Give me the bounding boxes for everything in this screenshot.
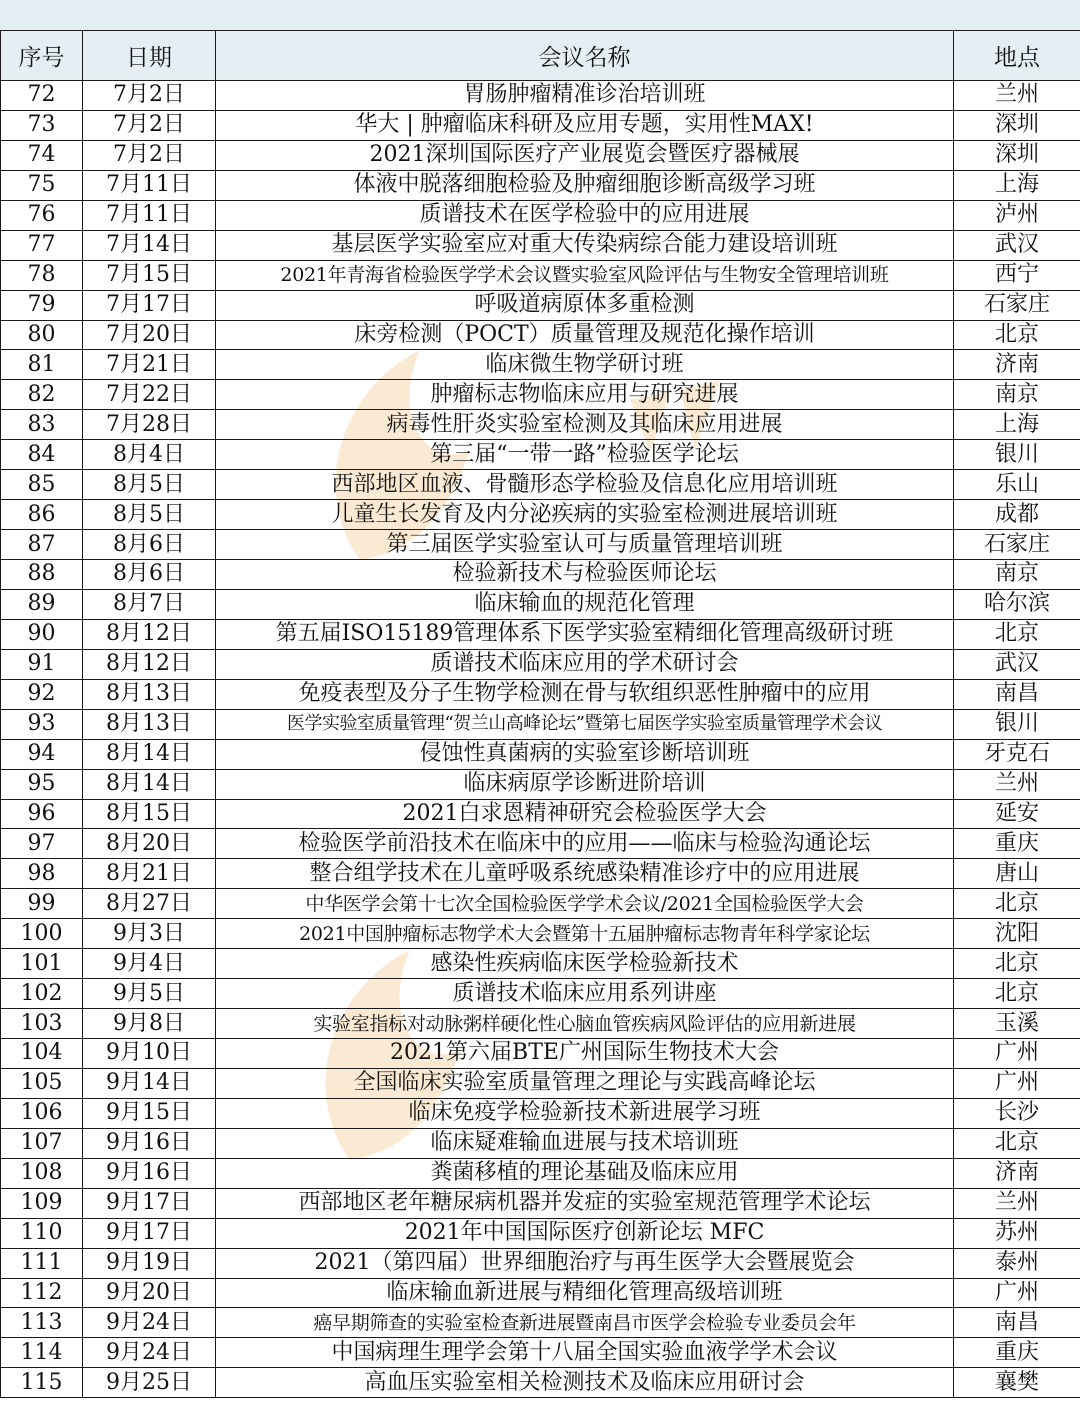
cell-name: 免疫表型及分子生物学检测在骨与软组织恶性肿瘤中的应用 (216, 679, 954, 709)
cell-index: 114 (1, 1338, 83, 1368)
cell-location: 广州 (954, 1278, 1080, 1308)
cell-location: 北京 (954, 949, 1080, 979)
cell-name: 病毒性肝炎实验室检测及其临床应用进展 (216, 410, 954, 440)
header-date: 日期 (83, 31, 216, 81)
table-row (1, 679, 1080, 709)
cell-date: 9月15日 (83, 1098, 216, 1128)
cell-index: 77 (1, 230, 83, 260)
cell-date: 7月15日 (83, 260, 216, 290)
table-row (1, 829, 1080, 859)
cell-name: 中国病理生理学会第十八届全国实验血液学学术会议 (216, 1338, 954, 1368)
cell-name: 床旁检测（POCT）质量管理及规范化操作培训 (216, 320, 954, 350)
cell-date: 8月12日 (83, 649, 216, 679)
cell-name: 2021年中国国际医疗创新论坛 MFC (216, 1218, 954, 1248)
cell-location: 北京 (954, 979, 1080, 1009)
table-row (1, 200, 1080, 230)
cell-name: 临床疑难输血进展与技术培训班 (216, 1128, 954, 1158)
table-row (1, 440, 1080, 470)
cell-index: 96 (1, 799, 83, 829)
cell-location: 银川 (954, 709, 1080, 739)
table-row (1, 230, 1080, 260)
cell-date: 7月21日 (83, 350, 216, 380)
cell-index: 109 (1, 1188, 83, 1218)
table-row (1, 1158, 1080, 1188)
cell-name: 临床免疫学检验新技术新进展学习班 (216, 1098, 954, 1128)
cell-name: 检验新技术与检验医师论坛 (216, 560, 954, 590)
cell-location: 武汉 (954, 649, 1080, 679)
cell-date: 9月17日 (83, 1188, 216, 1218)
cell-index: 115 (1, 1368, 83, 1398)
cell-index: 103 (1, 1009, 83, 1039)
cell-date: 9月17日 (83, 1218, 216, 1248)
cell-index: 87 (1, 530, 83, 560)
cell-name: 第五届ISO15189管理体系下医学实验室精细化管理高级研讨班 (216, 619, 954, 649)
cell-name: 高血压实验室相关检测技术及临床应用研讨会 (216, 1368, 954, 1398)
table-row (1, 1128, 1080, 1158)
cell-date: 8月4日 (83, 440, 216, 470)
cell-location: 襄樊 (954, 1368, 1080, 1398)
cell-name: 侵蚀性真菌病的实验室诊断培训班 (216, 739, 954, 769)
cell-name: 感染性疾病临床医学检验新技术 (216, 949, 954, 979)
table-body (1, 81, 1080, 1398)
cell-index: 97 (1, 829, 83, 859)
table-row (1, 530, 1080, 560)
cell-date: 7月2日 (83, 81, 216, 111)
cell-location: 南京 (954, 380, 1080, 410)
cell-date: 9月3日 (83, 919, 216, 949)
cell-index: 92 (1, 679, 83, 709)
cell-date: 9月20日 (83, 1278, 216, 1308)
cell-location: 广州 (954, 1039, 1080, 1069)
cell-name: 儿童生长发育及内分泌疾病的实验室检测进展培训班 (216, 500, 954, 530)
cell-location: 兰州 (954, 81, 1080, 111)
cell-date: 9月19日 (83, 1248, 216, 1278)
cell-index: 88 (1, 560, 83, 590)
cell-index: 74 (1, 140, 83, 170)
table-row (1, 500, 1080, 530)
cell-location: 苏州 (954, 1218, 1080, 1248)
table-row (1, 1338, 1080, 1368)
header-index: 序号 (1, 31, 83, 81)
cell-date: 8月5日 (83, 470, 216, 500)
table-row (1, 110, 1080, 140)
cell-date: 7月11日 (83, 200, 216, 230)
cell-date: 8月20日 (83, 829, 216, 859)
table-row (1, 979, 1080, 1009)
cell-name: 西部地区老年糖尿病机器并发症的实验室规范管理学术论坛 (216, 1188, 954, 1218)
cell-name: 基层医学实验室应对重大传染病综合能力建设培训班 (216, 230, 954, 260)
cell-name: 肿瘤标志物临床应用与研究进展 (216, 380, 954, 410)
cell-name: 临床病原学诊断进阶培训 (216, 769, 954, 799)
table-row (1, 589, 1080, 619)
table-row (1, 1368, 1080, 1398)
cell-index: 94 (1, 739, 83, 769)
cell-date: 8月21日 (83, 859, 216, 889)
cell-location: 济南 (954, 350, 1080, 380)
cell-index: 93 (1, 709, 83, 739)
cell-location: 上海 (954, 410, 1080, 440)
cell-date: 9月5日 (83, 979, 216, 1009)
cell-index: 86 (1, 500, 83, 530)
cell-index: 73 (1, 110, 83, 140)
cell-date: 8月14日 (83, 739, 216, 769)
cell-date: 7月17日 (83, 290, 216, 320)
cell-date: 7月20日 (83, 320, 216, 350)
cell-index: 98 (1, 859, 83, 889)
cell-index: 76 (1, 200, 83, 230)
cell-name: 整合组学技术在儿童呼吸系统感染精准诊疗中的应用进展 (216, 859, 954, 889)
cell-date: 9月8日 (83, 1009, 216, 1039)
cell-date: 8月15日 (83, 799, 216, 829)
cell-location: 北京 (954, 619, 1080, 649)
cell-date: 9月24日 (83, 1338, 216, 1368)
cell-name: 临床输血的规范化管理 (216, 589, 954, 619)
header-name: 会议名称 (216, 31, 954, 81)
cell-index: 101 (1, 949, 83, 979)
table-row (1, 919, 1080, 949)
cell-location: 哈尔滨 (954, 589, 1080, 619)
table-row (1, 1188, 1080, 1218)
cell-location: 兰州 (954, 1188, 1080, 1218)
cell-date: 7月2日 (83, 140, 216, 170)
cell-name: 胃肠肿瘤精准诊治培训班 (216, 81, 954, 111)
cell-location: 北京 (954, 889, 1080, 919)
cell-name: 临床微生物学研讨班 (216, 350, 954, 380)
table-row (1, 949, 1080, 979)
cell-location: 兰州 (954, 769, 1080, 799)
table-row (1, 260, 1080, 290)
cell-name: 2021年青海省检验医学学术会议暨实验室风险评估与生物安全管理培训班 (216, 260, 954, 290)
table-row (1, 1248, 1080, 1278)
header-location: 地点 (954, 31, 1080, 81)
cell-date: 8月13日 (83, 679, 216, 709)
cell-date: 9月25日 (83, 1368, 216, 1398)
cell-name: 第三届医学实验室认可与质量管理培训班 (216, 530, 954, 560)
table-row (1, 1308, 1080, 1338)
table-row (1, 290, 1080, 320)
cell-date: 9月16日 (83, 1158, 216, 1188)
cell-location: 南昌 (954, 679, 1080, 709)
conference-table (0, 30, 1080, 1398)
table-row (1, 619, 1080, 649)
cell-location: 石家庄 (954, 530, 1080, 560)
cell-index: 83 (1, 410, 83, 440)
cell-date: 9月14日 (83, 1068, 216, 1098)
cell-index: 80 (1, 320, 83, 350)
table-row (1, 1278, 1080, 1308)
cell-location: 西宁 (954, 260, 1080, 290)
table-row (1, 799, 1080, 829)
cell-location: 上海 (954, 170, 1080, 200)
cell-name: 中华医学会第十七次全国检验医学学术会议/2021全国检验医学大会 (216, 889, 954, 919)
cell-index: 107 (1, 1128, 83, 1158)
table-header-row (1, 31, 1080, 81)
table-row (1, 1039, 1080, 1069)
cell-name: 质谱技术临床应用系列讲座 (216, 979, 954, 1009)
table-row (1, 709, 1080, 739)
table-row (1, 410, 1080, 440)
cell-name: 体液中脱落细胞检验及肿瘤细胞诊断高级学习班 (216, 170, 954, 200)
cell-index: 72 (1, 81, 83, 111)
cell-date: 8月12日 (83, 619, 216, 649)
cell-name: 2021第六届BTE广州国际生物技术大会 (216, 1039, 954, 1069)
cell-location: 唐山 (954, 859, 1080, 889)
cell-index: 113 (1, 1308, 83, 1338)
cell-name: 临床输血新进展与精细化管理高级培训班 (216, 1278, 954, 1308)
cell-index: 78 (1, 260, 83, 290)
cell-name: 质谱技术临床应用的学术研讨会 (216, 649, 954, 679)
cell-index: 95 (1, 769, 83, 799)
table-row (1, 769, 1080, 799)
table-row (1, 470, 1080, 500)
cell-index: 110 (1, 1218, 83, 1248)
cell-date: 9月4日 (83, 949, 216, 979)
cell-name: 全国临床实验室质量管理之理论与实践高峰论坛 (216, 1068, 954, 1098)
table-row (1, 889, 1080, 919)
table-row (1, 649, 1080, 679)
cell-location: 银川 (954, 440, 1080, 470)
cell-name: 粪菌移植的理论基础及临床应用 (216, 1158, 954, 1188)
table-row (1, 140, 1080, 170)
cell-location: 重庆 (954, 1338, 1080, 1368)
cell-name: 实验室指标对动脉粥样硬化性心脑血管疾病风险评估的应用新进展 (216, 1009, 954, 1039)
cell-index: 106 (1, 1098, 83, 1128)
cell-date: 8月14日 (83, 769, 216, 799)
table-row (1, 1009, 1080, 1039)
table-row (1, 380, 1080, 410)
cell-index: 91 (1, 649, 83, 679)
cell-location: 长沙 (954, 1098, 1080, 1128)
cell-date: 8月7日 (83, 589, 216, 619)
cell-index: 85 (1, 470, 83, 500)
cell-index: 81 (1, 350, 83, 380)
table-row (1, 320, 1080, 350)
cell-date: 8月6日 (83, 560, 216, 590)
cell-index: 82 (1, 380, 83, 410)
table-row (1, 859, 1080, 889)
cell-location: 石家庄 (954, 290, 1080, 320)
cell-name: 2021（第四届）世界细胞治疗与再生医学大会暨展览会 (216, 1248, 954, 1278)
table-row (1, 1068, 1080, 1098)
table-row (1, 739, 1080, 769)
top-bar (0, 0, 1080, 31)
cell-location: 北京 (954, 320, 1080, 350)
cell-date: 7月14日 (83, 230, 216, 260)
cell-name: 2021中国肿瘤标志物学术大会暨第十五届肿瘤标志物青年科学家论坛 (216, 919, 954, 949)
cell-location: 延安 (954, 799, 1080, 829)
cell-date: 7月2日 (83, 110, 216, 140)
cell-index: 75 (1, 170, 83, 200)
cell-location: 重庆 (954, 829, 1080, 859)
cell-name: 医学实验室质量管理“贺兰山高峰论坛”暨第七届医学实验室质量管理学术会议 (216, 709, 954, 739)
cell-name: 呼吸道病原体多重检测 (216, 290, 954, 320)
cell-index: 99 (1, 889, 83, 919)
cell-index: 105 (1, 1068, 83, 1098)
cell-index: 102 (1, 979, 83, 1009)
cell-location: 乐山 (954, 470, 1080, 500)
cell-date: 9月24日 (83, 1308, 216, 1338)
cell-location: 泸州 (954, 200, 1080, 230)
cell-date: 7月22日 (83, 380, 216, 410)
cell-name: 癌早期筛查的实验室检查新进展暨南昌市医学会检验专业委员会年 (216, 1308, 954, 1338)
cell-date: 7月28日 (83, 410, 216, 440)
cell-name: 2021白求恩精神研究会检验医学大会 (216, 799, 954, 829)
cell-date: 9月16日 (83, 1128, 216, 1158)
cell-location: 成都 (954, 500, 1080, 530)
cell-location: 牙克石 (954, 739, 1080, 769)
cell-location: 沈阳 (954, 919, 1080, 949)
table-row (1, 81, 1080, 111)
cell-location: 南京 (954, 560, 1080, 590)
cell-name: 华大 | 肿瘤临床科研及应用专题，实用性MAX! (216, 110, 954, 140)
table-row (1, 170, 1080, 200)
cell-location: 深圳 (954, 140, 1080, 170)
cell-date: 7月11日 (83, 170, 216, 200)
cell-index: 112 (1, 1278, 83, 1308)
cell-name: 质谱技术在医学检验中的应用进展 (216, 200, 954, 230)
cell-index: 111 (1, 1248, 83, 1278)
cell-index: 100 (1, 919, 83, 949)
cell-index: 79 (1, 290, 83, 320)
cell-date: 9月10日 (83, 1039, 216, 1069)
table-row (1, 1218, 1080, 1248)
table-row (1, 1098, 1080, 1128)
cell-index: 84 (1, 440, 83, 470)
cell-date: 8月13日 (83, 709, 216, 739)
cell-date: 8月6日 (83, 530, 216, 560)
cell-location: 济南 (954, 1158, 1080, 1188)
cell-index: 108 (1, 1158, 83, 1188)
cell-name: 检验医学前沿技术在临床中的应用——临床与检验沟通论坛 (216, 829, 954, 859)
cell-name: 2021深圳国际医疗产业展览会暨医疗器械展 (216, 140, 954, 170)
cell-location: 泰州 (954, 1248, 1080, 1278)
cell-date: 8月27日 (83, 889, 216, 919)
cell-date: 8月5日 (83, 500, 216, 530)
cell-location: 深圳 (954, 110, 1080, 140)
cell-name: 西部地区血液、骨髓形态学检验及信息化应用培训班 (216, 470, 954, 500)
cell-index: 89 (1, 589, 83, 619)
table-row (1, 350, 1080, 380)
cell-location: 北京 (954, 1128, 1080, 1158)
cell-location: 广州 (954, 1068, 1080, 1098)
cell-name: 第三届“一带一路”检验医学论坛 (216, 440, 954, 470)
cell-index: 90 (1, 619, 83, 649)
cell-index: 104 (1, 1039, 83, 1069)
cell-location: 南昌 (954, 1308, 1080, 1338)
table-row (1, 560, 1080, 590)
cell-location: 玉溪 (954, 1009, 1080, 1039)
cell-location: 武汉 (954, 230, 1080, 260)
